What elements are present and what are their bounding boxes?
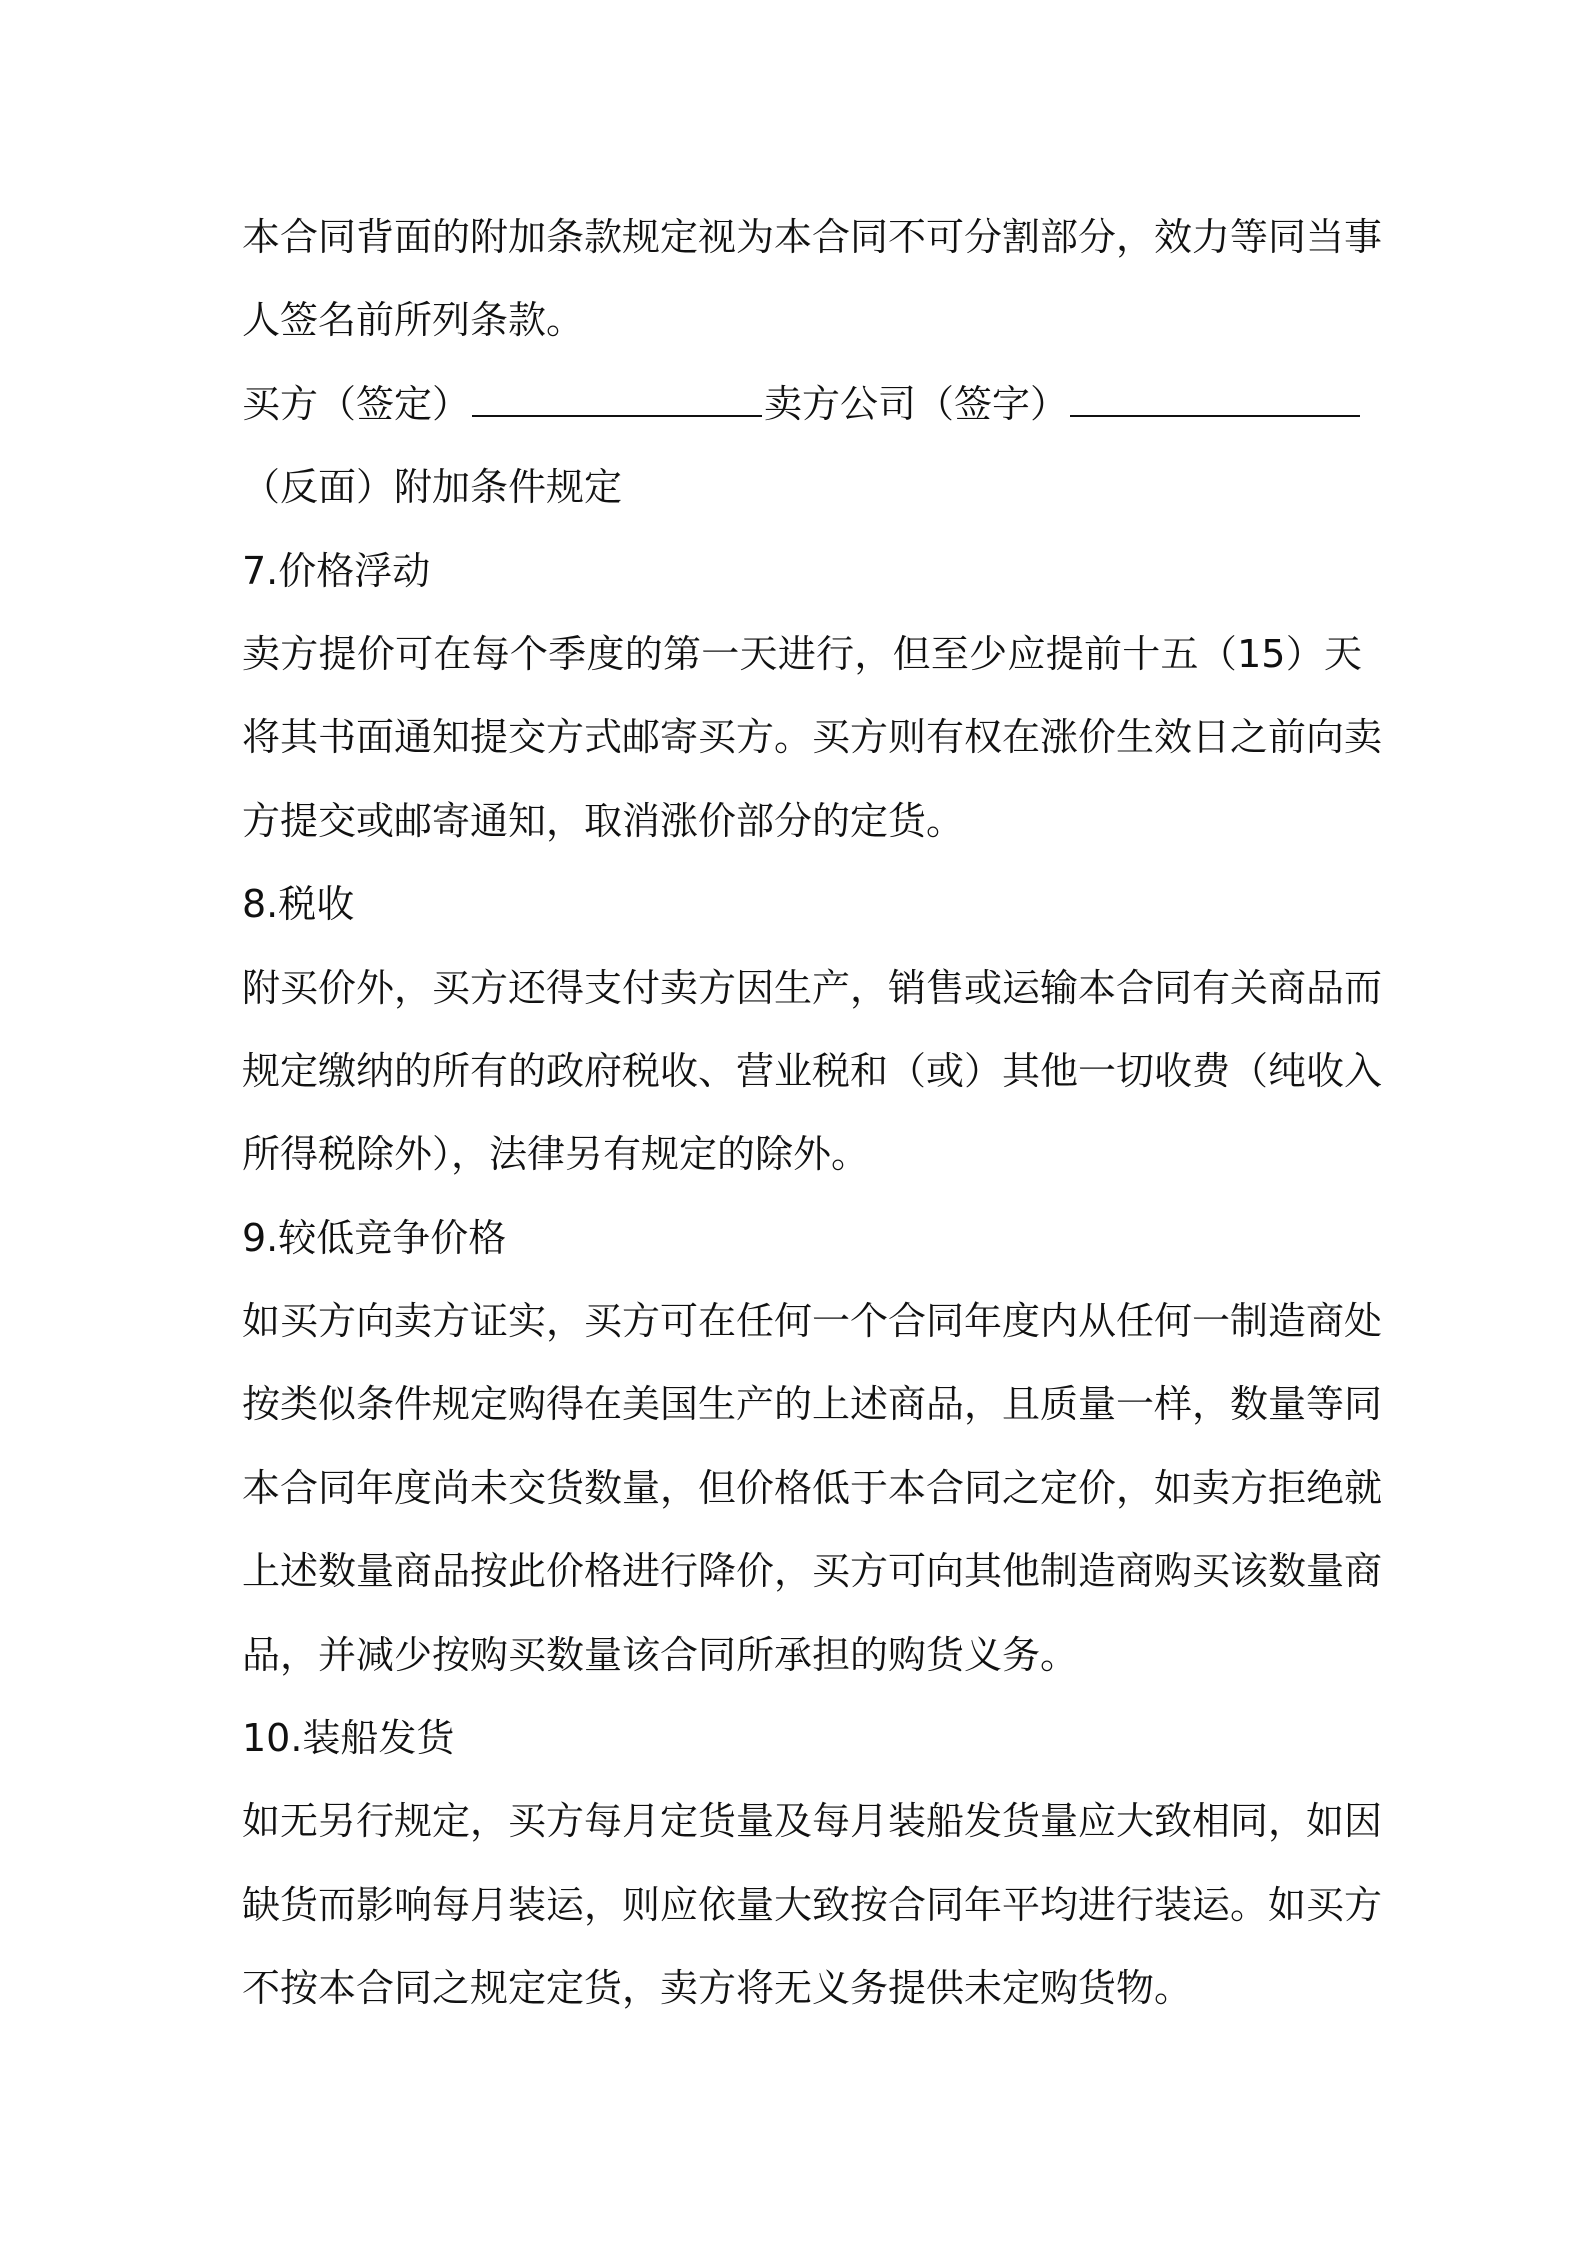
seller-signature-label: 卖方公司（签字） [764,381,1069,426]
clause-heading: 8.税收 [242,882,355,927]
seller-signature-blank [1070,385,1360,417]
paragraph-line: 本合同年度尚未交货数量，但价格低于本合同之定价，如卖方拒绝就 [242,1465,1383,1510]
buyer-signature-blank [472,385,762,417]
paragraph-line: 上述数量商品按此价格进行降价，买方可向其他制造商购买该数量商 [242,1549,1383,1594]
paragraph-line: 附买价外，买方还得支付卖方因生产，销售或运输本合同有关商品而 [242,965,1383,1010]
buyer-signature-label: 买方（签定） [242,381,471,426]
paragraph-line: 如无另行规定，买方每月定货量及每月装船发货量应大致相同，如因 [242,1799,1383,1844]
paragraph-line: 不按本合同之规定定货，卖方将无义务提供未定购货物。 [242,1966,1193,2011]
clause-heading: 7.价格浮动 [242,548,431,593]
paragraph-line: 按类似条件规定购得在美国生产的上述商品，且质量一样，数量等同 [242,1382,1383,1427]
clause-heading: 9.较低竞争价格 [242,1215,507,1260]
clause-heading: 10.装船发货 [242,1716,455,1761]
document-page [242,196,1383,2031]
paragraph-line: 如买方向卖方证实，买方可在任何一个合同年度内从任何一制造商处 [242,1299,1383,1344]
paragraph-line: 缺货而影响每月装运，则应依量大致按合同年平均进行装运。如买方 [242,1882,1383,1927]
section-heading: （反面）附加条件规定 [242,465,623,510]
paragraph-line: 所得税除外），法律另有规定的除外。 [242,1132,870,1177]
paragraph-line: 本合同背面的附加条款规定视为本合同不可分割部分，效力等同当事 [242,215,1383,259]
paragraph-line: 品，并减少按购买数量该合同所承担的购货义务。 [242,1632,1079,1677]
paragraph-line: 卖方提价可在每个季度的第一天进行，但至少应提前十五（15）天 [242,631,1362,676]
paragraph-line: 方提交或邮寄通知，取消涨价部分的定货。 [242,798,965,843]
paragraph-line: 将其书面通知提交方式邮寄买方。买方则有权在涨价生效日之前向卖 [242,715,1383,760]
signature-line [242,363,1362,446]
paragraph-line: 人签名前所列条款。 [242,298,585,343]
paragraph-line: 规定缴纳的所有的政府税收、营业税和（或）其他一切收费（纯收入 [242,1048,1383,1093]
